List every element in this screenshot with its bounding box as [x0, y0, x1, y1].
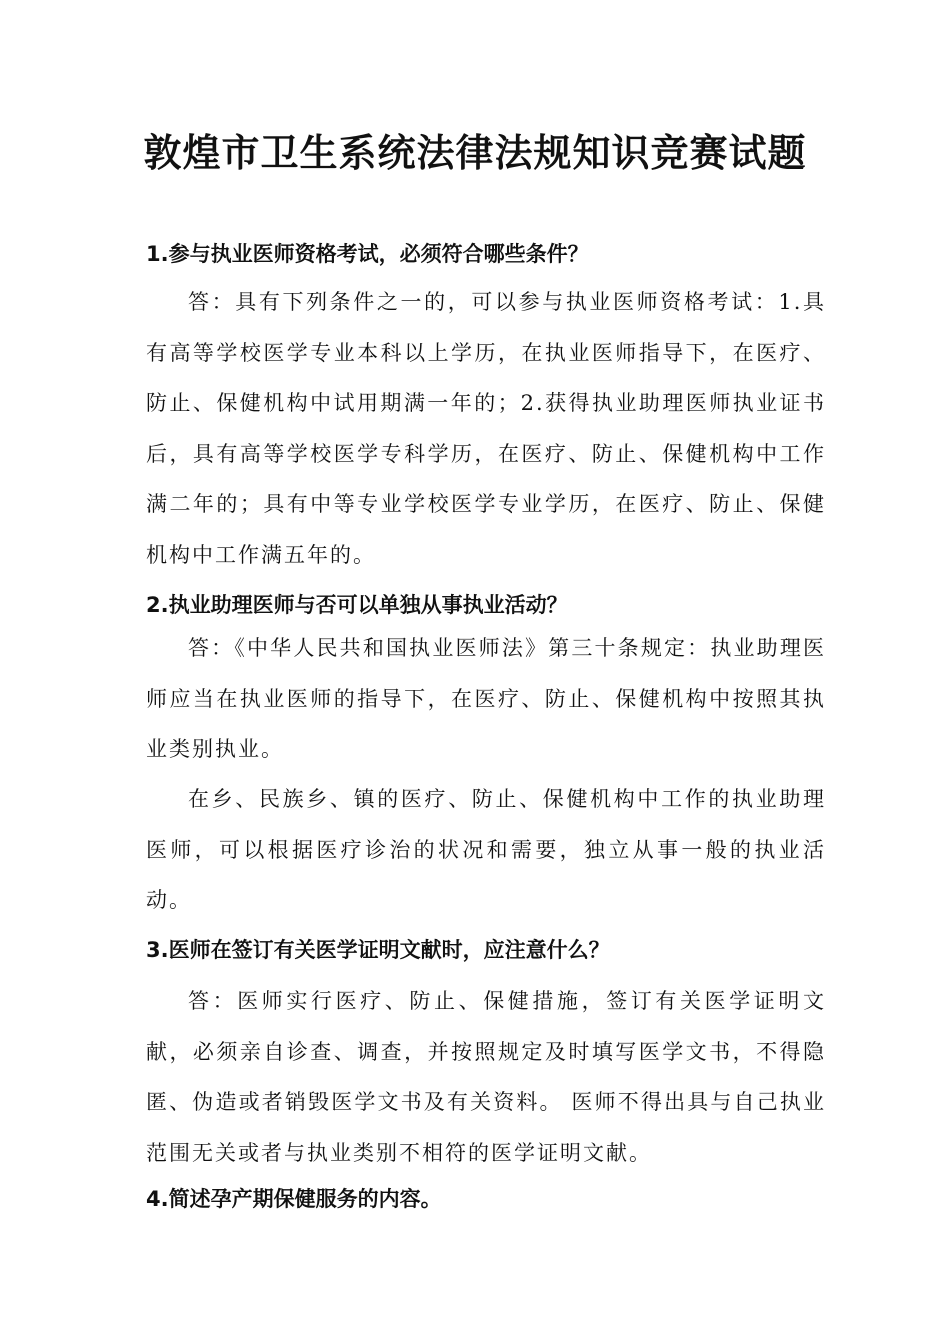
question-3-heading: 3.医师在签订有关医学证明文献时，应注意什么？ — [146, 938, 610, 962]
question-2-answer-paragraph-2: 在乡、民族乡、镇的医疗、防止、保健机构中工作的执业助理医师，可以根据医疗诊治的状况和需要，独立从事一般的执业活动。 — [146, 787, 826, 912]
question-1-answer: 答：具有下列条件之一的，可以参与执业医师资格考试：1.具有高等学校医学专业本科以上学历，在执业医师指导下，在医疗、防止、保健机构中试用期满一年的；2.获得执业助理医师执业证书后，具有高等学校医学专科学历，在医疗、防止、保健机构中工作满二年的；具有中等专业学校医学专业学历，在医疗、防止、保健机构中工作满五年的。 — [146, 290, 826, 567]
question-1-heading: 1.参与执业医师资格考试，必须符合哪些条件？ — [146, 242, 589, 266]
question-4-heading: 4.简述孕产期保健服务的内容。 — [146, 1187, 442, 1211]
question-2-heading: 2.执业助理医师与否可以单独从事执业活动？ — [146, 593, 568, 617]
question-3-answer: 答：医师实行医疗、防止、保健措施，签订有关医学证明文献，必须亲自诊查、调查，并按照规定及时填写医学文书，不得隐匿、伪造或者销毁医学文书及有关资料。 医师不得出具与自己执业范围无关或者与执业类别不相符的医学证明文献。 — [146, 989, 826, 1165]
question-2-answer: 答：《中华人民共和国执业医师法》第三十条规定：执业助理医师应当在执业医师的指导下，在医疗、防止、保健机构中按照其执业类别执业。 — [146, 636, 826, 761]
document-title: 敦煌市卫生系统法律法规知识竞赛试题 — [143, 130, 807, 175]
